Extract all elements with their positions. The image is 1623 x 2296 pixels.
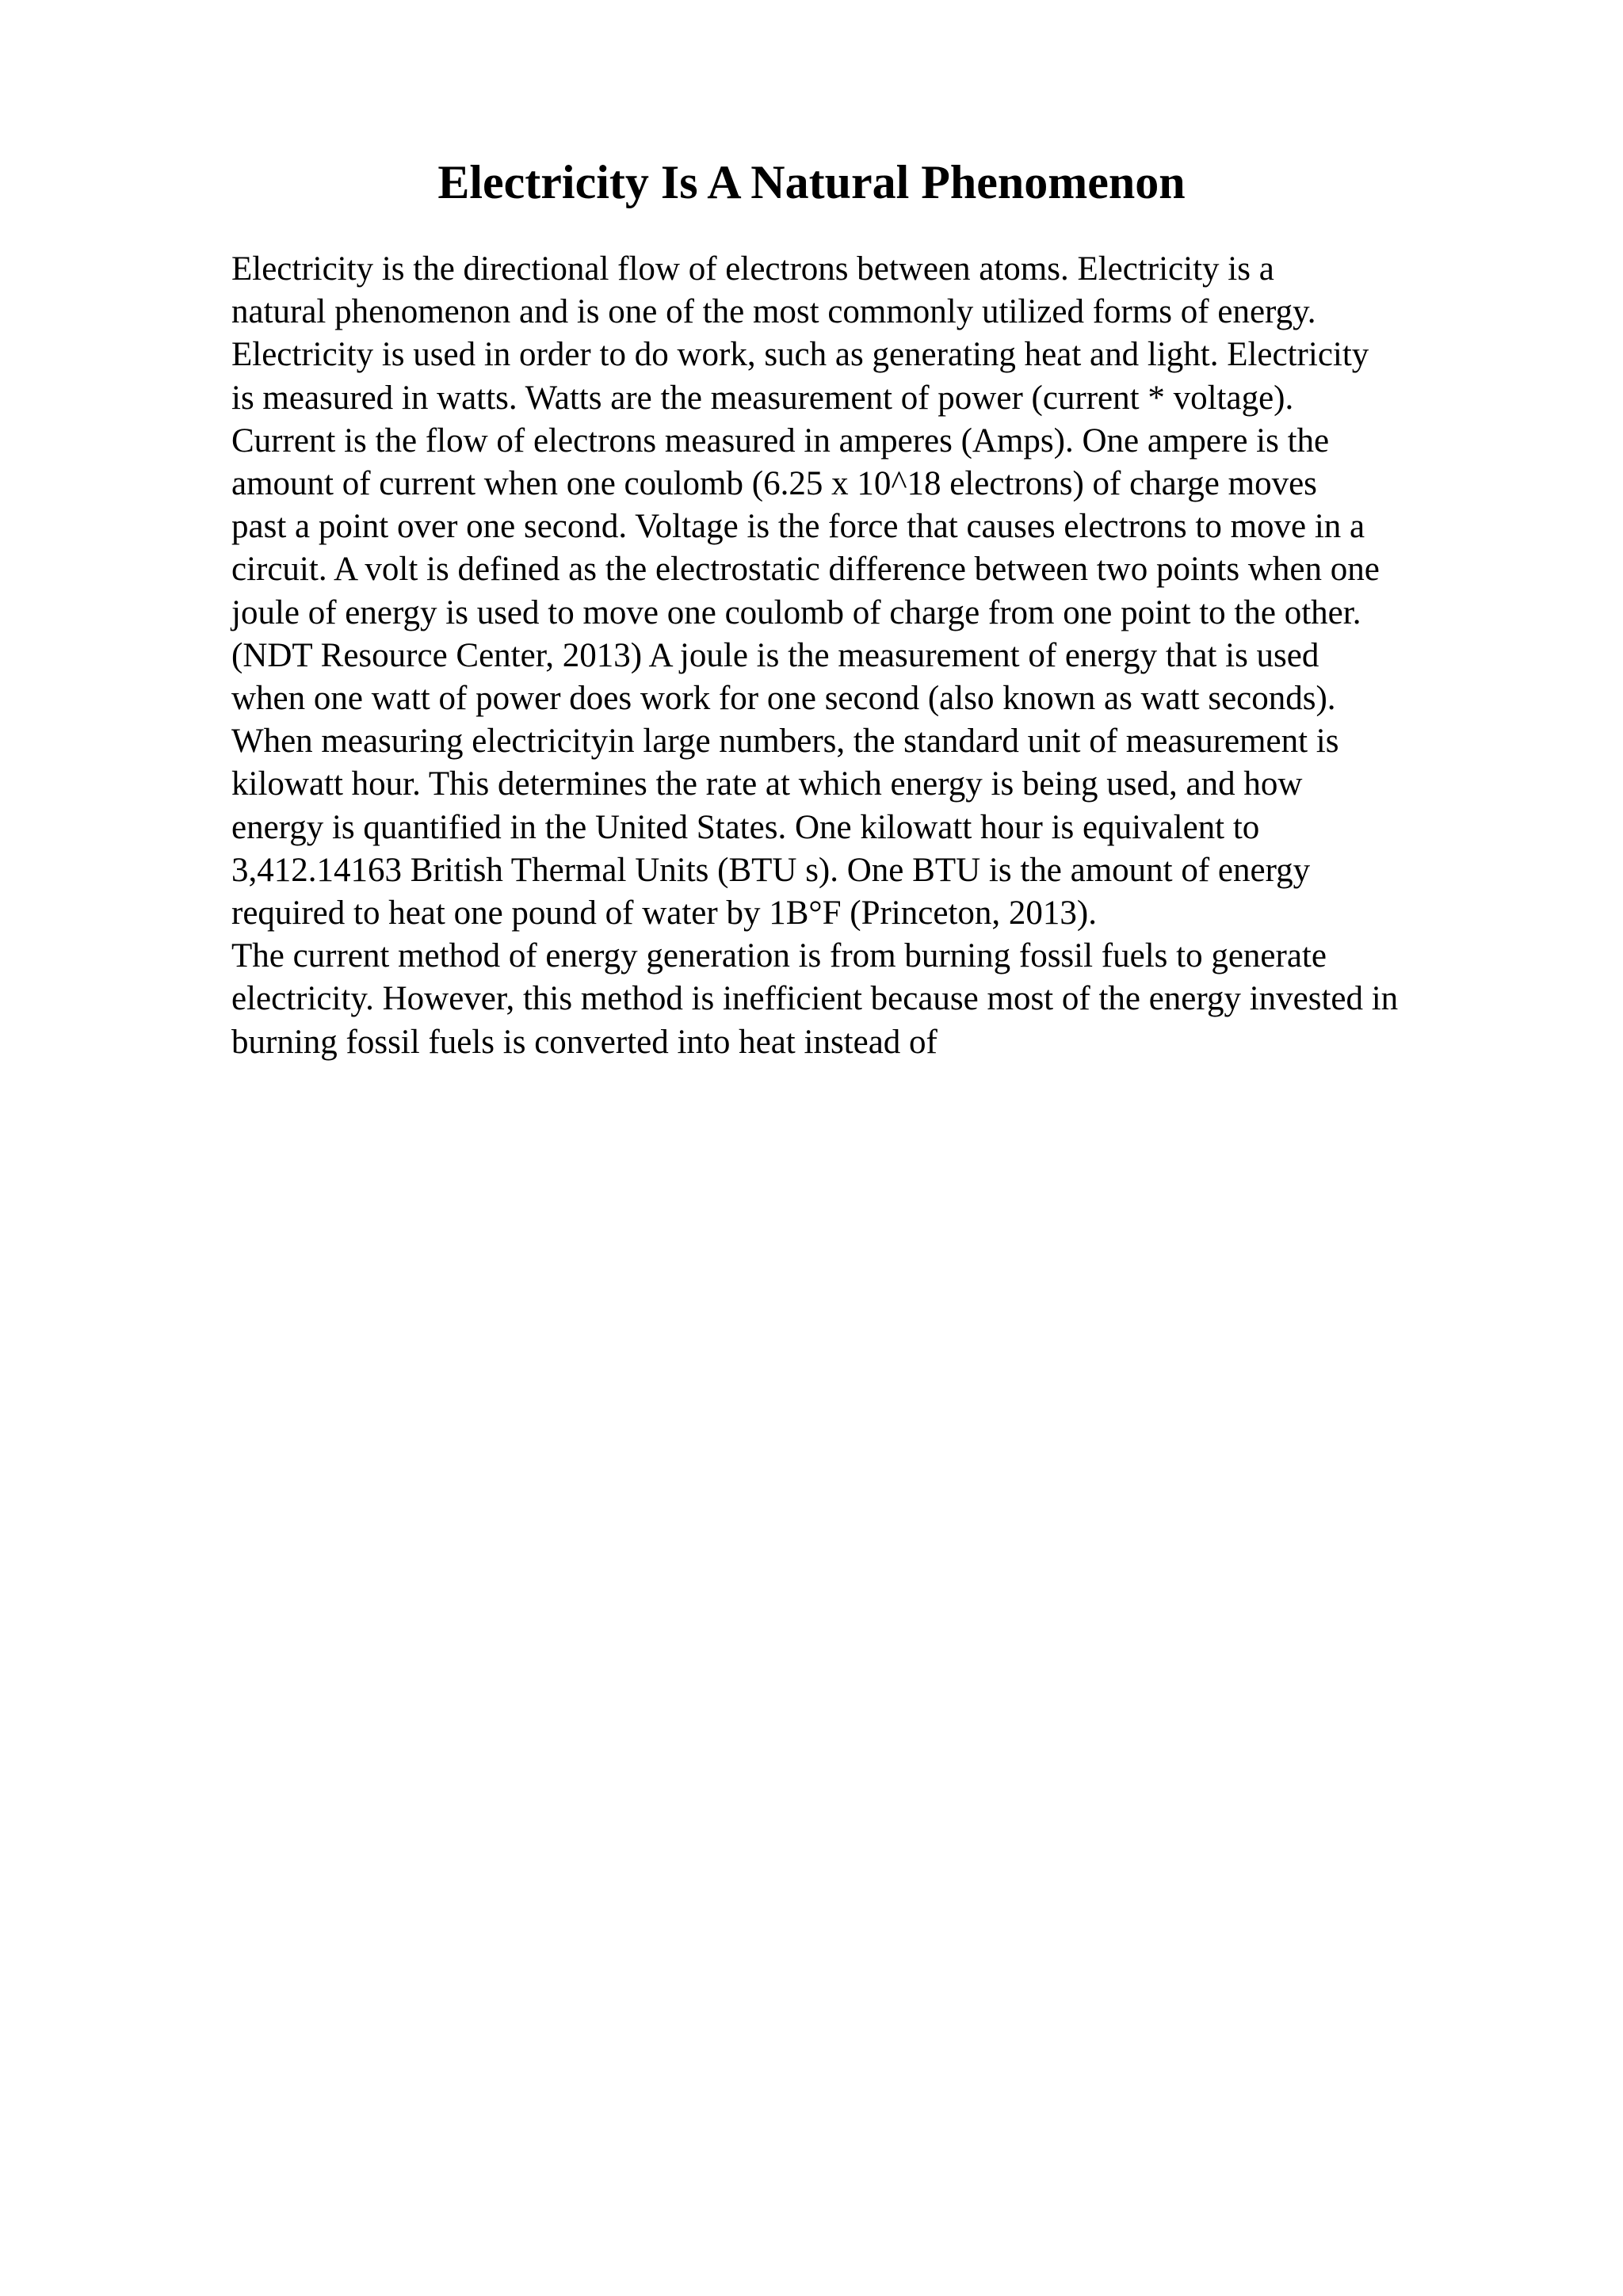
- body-line: is measured in watts. Watts are the measurement of power (current * voltage).: [231, 379, 1294, 417]
- document-title: Electricity Is A Natural Phenomenon: [437, 156, 1186, 208]
- body-line: circuit. A volt is defined as the electrostatic difference between two points when one: [231, 551, 1380, 589]
- body-line: When measuring electricityin large numbers, the standard unit of measurement is: [231, 723, 1339, 761]
- body-line: electricity. However, this method is inefficient because most of the energy invested in: [231, 980, 1399, 1018]
- body-line: (NDT Resource Center, 2013) A joule is the measurement of energy that is used: [231, 636, 1319, 674]
- body-line: required to heat one pound of water by 1B°F (Princeton, 2013).: [231, 894, 1097, 933]
- body-line: amount of current when one coulomb (6.25 x 10^18 electrons) of charge moves: [231, 465, 1317, 503]
- body-line: Current is the flow of electrons measured in amperes (Amps). One ampere is the: [231, 421, 1330, 460]
- body-line: 3,412.14163 British Thermal Units (BTU s). One BTU is the amount of energy: [231, 851, 1311, 889]
- body-line: kilowatt hour. This determines the rate at which energy is being used, and how: [231, 765, 1303, 803]
- body-line: Electricity is used in order to do work, such as generating heat and light. Electricity: [231, 336, 1369, 374]
- body-line: when one watt of power does work for one second (also known as watt seconds).: [231, 680, 1336, 718]
- body-line: The current method of energy generation is from burning fossil fuels to generate: [231, 937, 1327, 975]
- body-line: Electricity is the directional flow of electrons between atoms. Electricity is a: [231, 250, 1274, 288]
- document-body: [231, 248, 1531, 1064]
- body-line: energy is quantified in the United States. One kilowatt hour is equivalent to: [231, 808, 1260, 846]
- body-line: joule of energy is used to move one coulomb of charge from one point to the other.: [231, 593, 1361, 631]
- body-line: burning fossil fuels is converted into heat instead of: [231, 1023, 938, 1061]
- body-line: past a point over one second. Voltage is the force that causes electrons to move in a: [231, 508, 1365, 546]
- body-line: natural phenomenon and is one of the most commonly utilized forms of energy.: [231, 293, 1316, 331]
